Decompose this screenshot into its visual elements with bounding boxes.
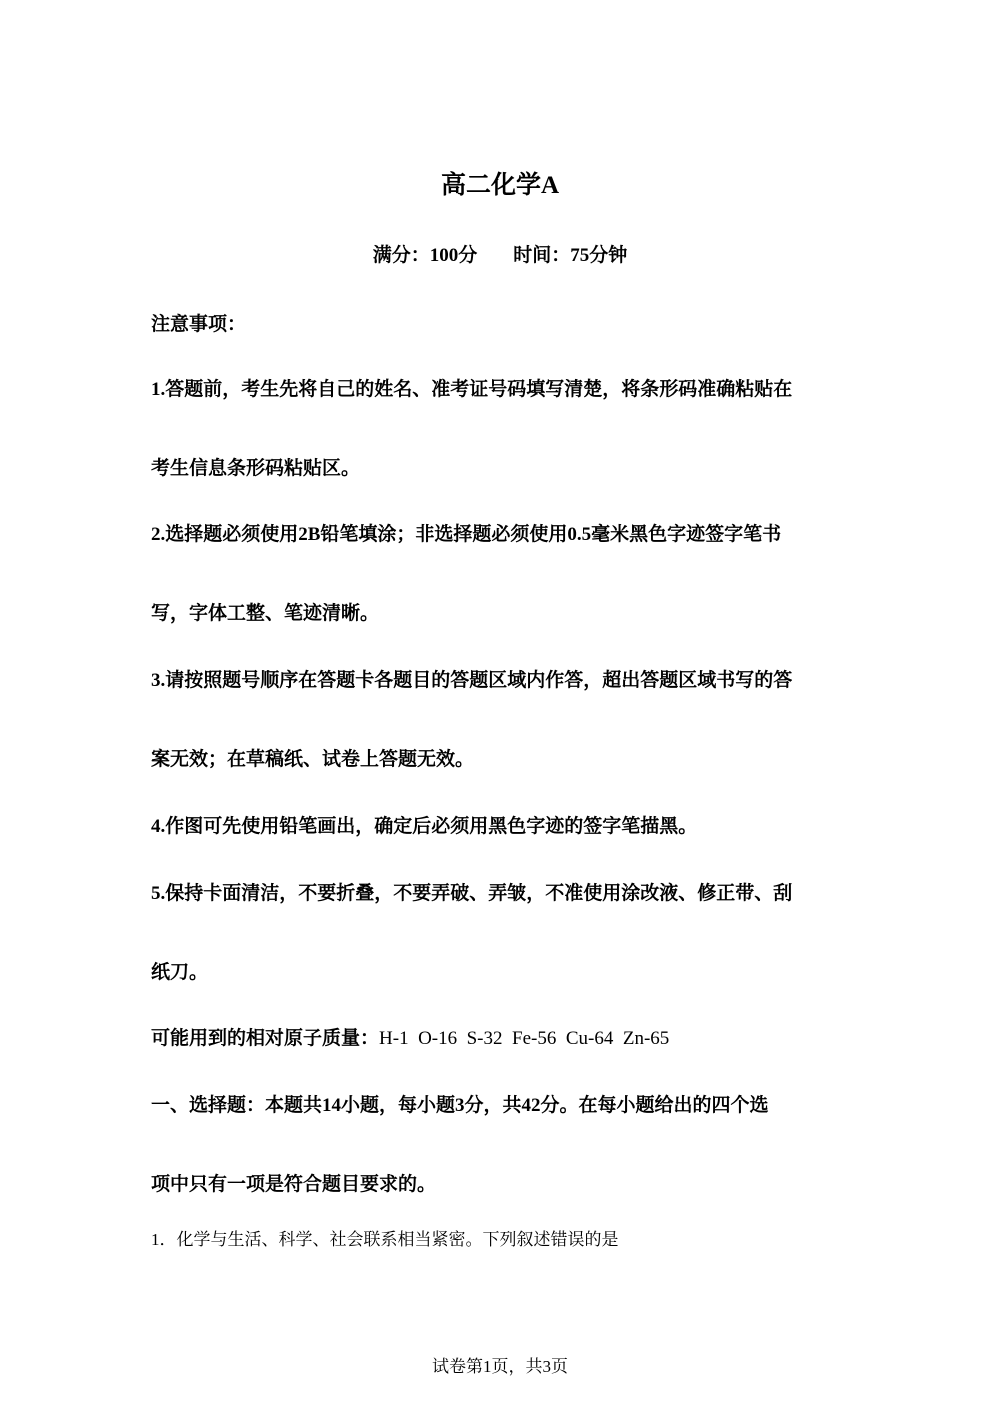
atomic-masses (151, 1027, 669, 1051)
page-footer: 试卷第1页，共3页 (432, 1357, 568, 1376)
notes-heading: 注意事项： (151, 314, 247, 335)
full-score: 满分：100分 (372, 245, 478, 266)
note-line: 2.选择题必须使用2B铅笔填涂；非选择题必须使用0.5毫米黑色字迹签字笔书 (151, 524, 782, 545)
note-line: 写，字体工整、笔迹清晰。 (151, 603, 380, 624)
section-heading-line: 一、选择题：本题共14小题，每小题3分，共42分。在每小题给出的四个选 (151, 1095, 769, 1116)
exam-title: 高二化学A (440, 172, 560, 199)
note-line: 4.作图可先使用铅笔画出，确定后必须用黑色字迹的签字笔描黑。 (151, 816, 698, 837)
note-line: 1.答题前，考生先将自己的姓名、准考证号码填写清楚，将条形码准确粘贴在 (151, 379, 793, 400)
note-line: 考生信息条形码粘贴区。 (151, 458, 361, 479)
note-line: 纸刀。 (151, 962, 209, 983)
section-heading-line: 项中只有一项是符合题目要求的。 (151, 1174, 437, 1195)
note-line: 5.保持卡面清洁，不要折叠，不要弄破、弄皱，不准使用涂改液、修正带、刮 (151, 883, 793, 904)
atomic-masses-label: 可能用到的相对原子质量： (151, 1028, 380, 1049)
note-line: 3.请按照题号顺序在答题卡各题目的答题区域内作答，超出答题区域书写的答 (151, 670, 793, 691)
exam-info (0, 244, 1000, 268)
question-1: 1．化学与生活、科学、社会联系相当紧密。下列叙述错误的是 (151, 1230, 619, 1249)
note-line: 案无效；在草稿纸、试卷上答题无效。 (151, 749, 475, 770)
atomic-masses-values: H-1 O-16 S-32 Fe-56 Cu-64 Zn-65 (379, 1028, 670, 1049)
exam-time: 时间：75分钟 (513, 245, 628, 266)
